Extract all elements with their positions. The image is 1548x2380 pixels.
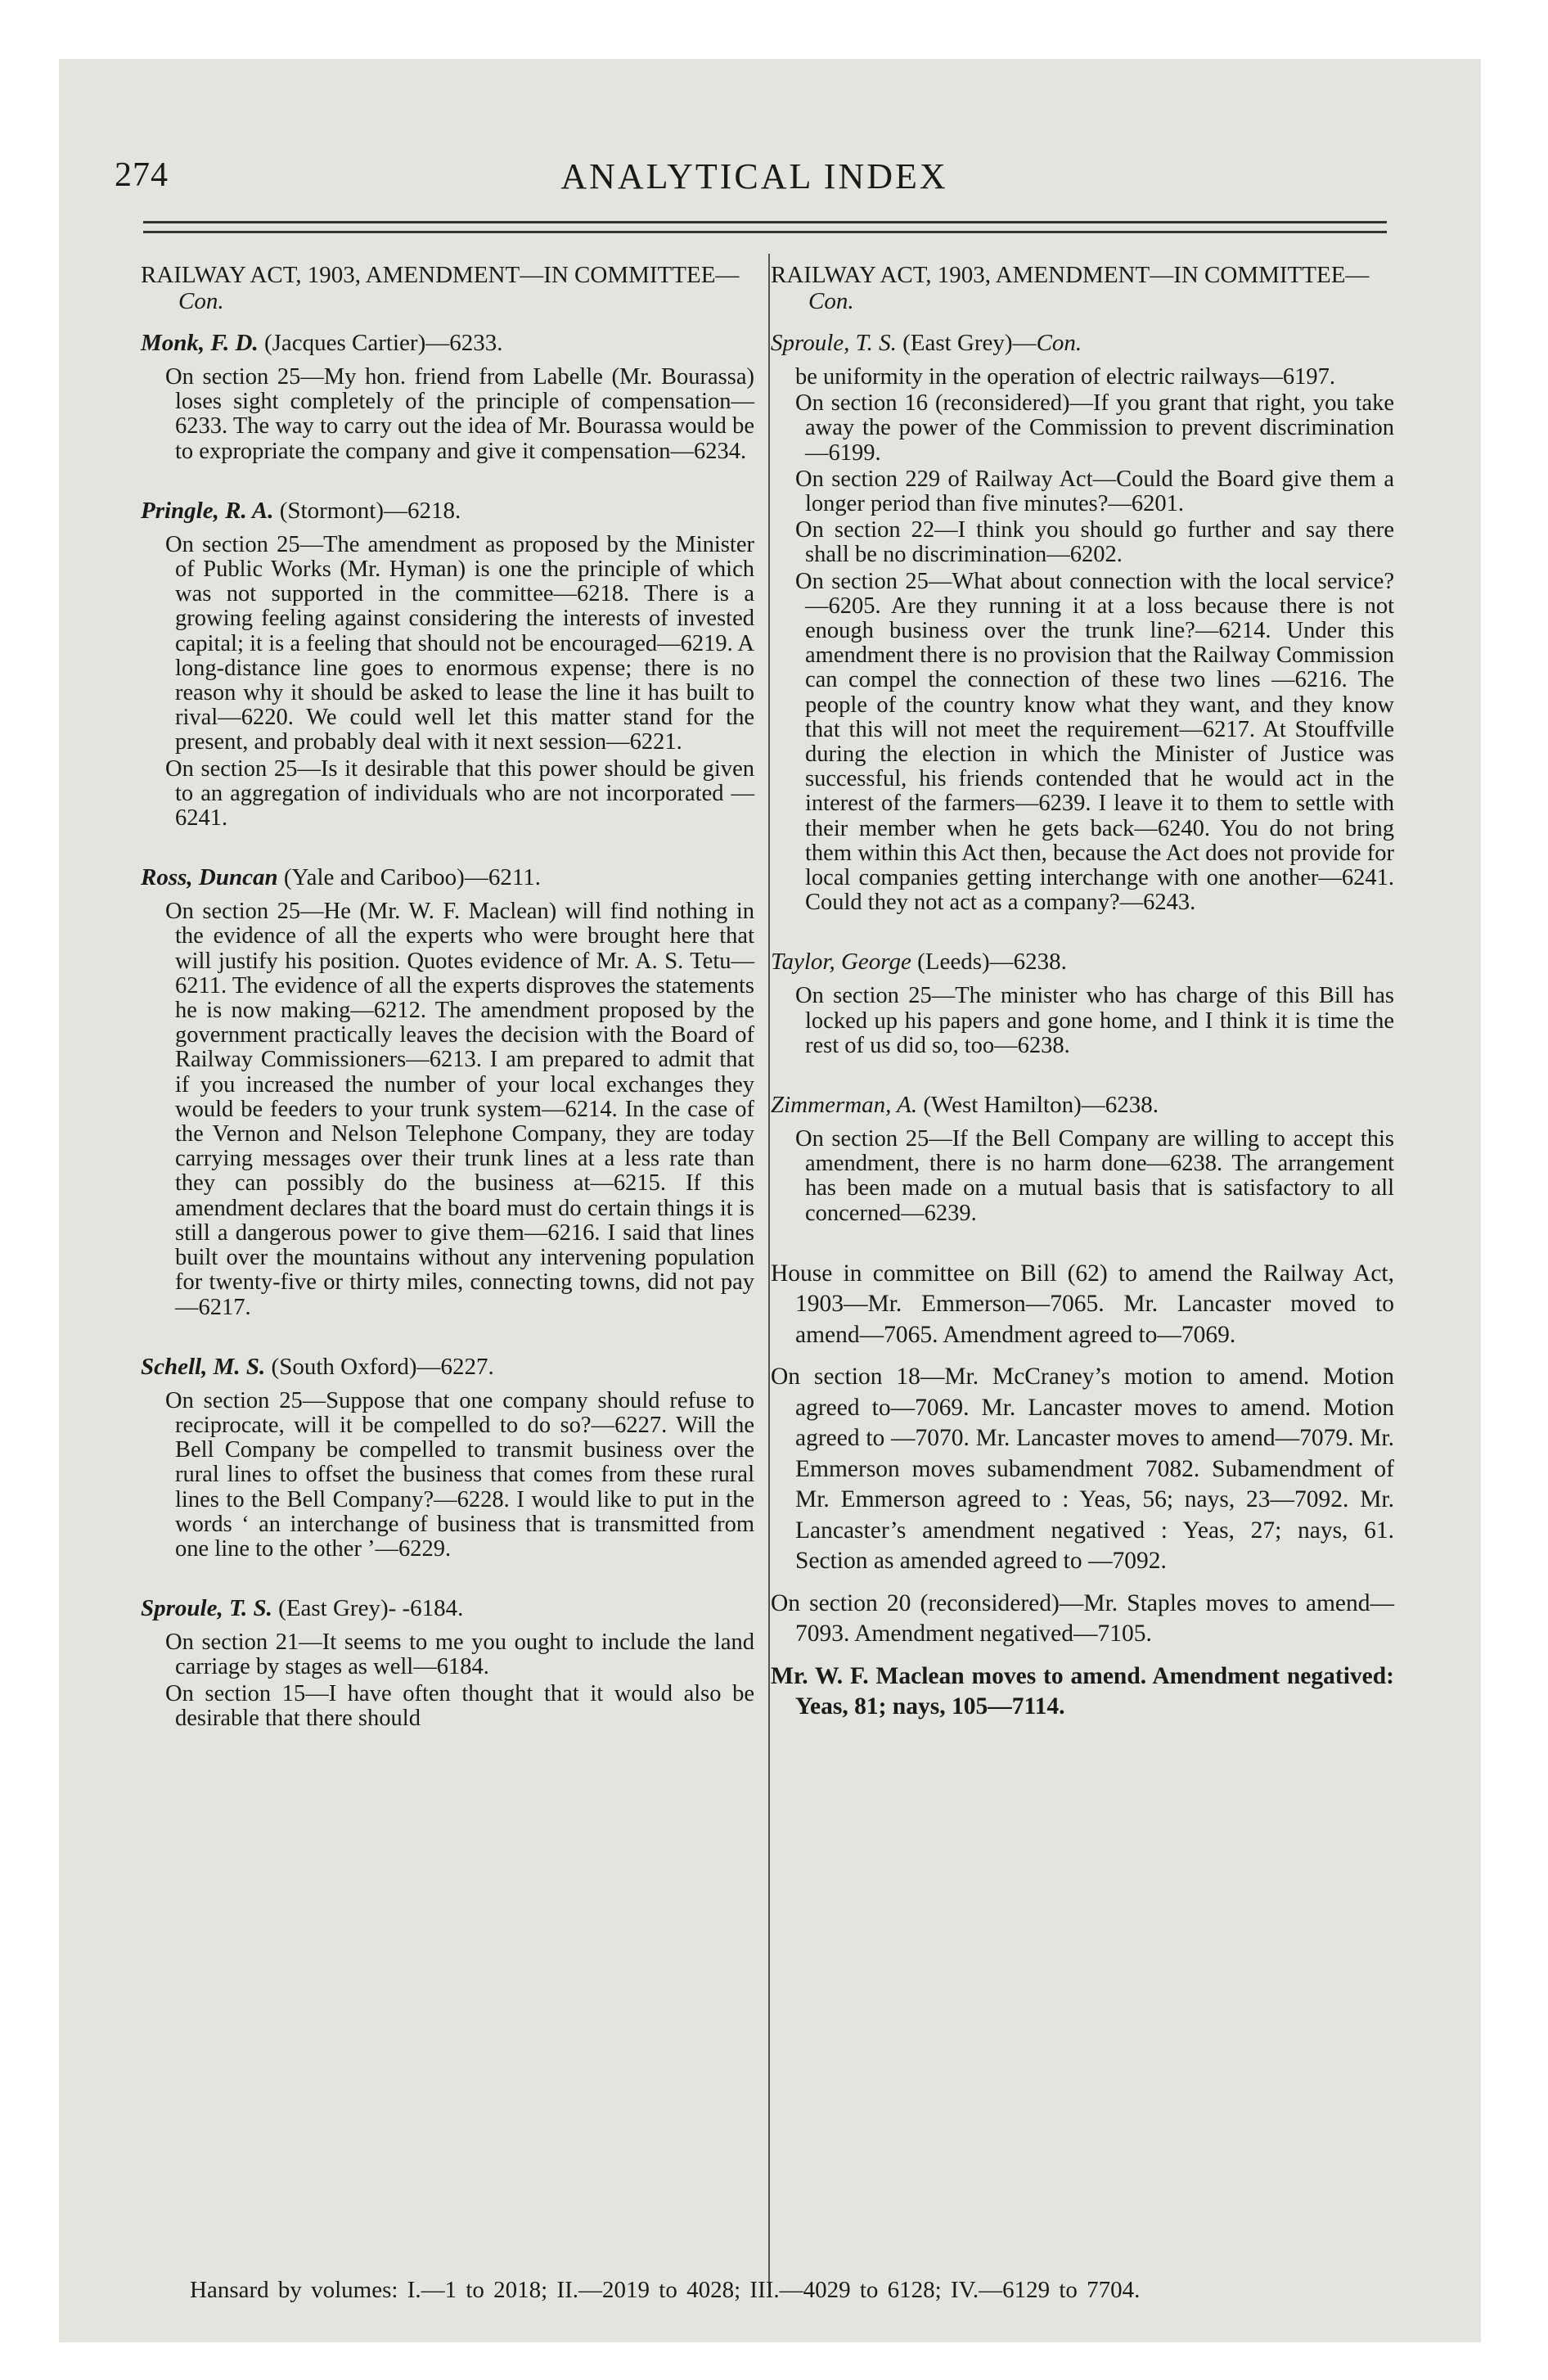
speaker-line bbox=[141, 1353, 754, 1381]
index-entry: On section 25—He (Mr. W. F. Maclean) will find nothing in the evidence of all the experts who were brought here that will justify his position. Quotes evidence of Mr. A. S. Tetu—6211. The evidence of all the experts disproves the statements he is now making—6212. The amendment proposed by the government practically leaves the decision with the Board of Railway Commissioners—6213. I am prepared to admit that if you increased the number of your local exchanges they would be feeders to your trunk system—6214. In the case of the Vernon and Nelson Telephone Company, they are today carrying messages over their trunk lines at a less rate than they can possibly do the business at—6215. If this amendment declares that the board must do certain things it is still a dangerous power to give them—6216. I said that lines built over the mountains without any intervening population for twenty-five or thirty miles, connecting towns, did not pay—6217. bbox=[165, 899, 754, 1320]
speaker-riding: (Yale and Cariboo)—6211. bbox=[277, 864, 542, 891]
speaker-line bbox=[141, 497, 754, 525]
speaker-riding: (Jacques Cartier)—6233. bbox=[258, 330, 503, 356]
running-title: ANALYTICAL INDEX bbox=[560, 156, 948, 196]
index-entry: be uniformity in the operation of electric railways—6197. bbox=[795, 364, 1336, 390]
column-heading bbox=[141, 262, 754, 314]
speaker-riding: (East Grey)— bbox=[896, 330, 1037, 356]
heading-con: Con. bbox=[178, 288, 224, 314]
speaker-line bbox=[141, 1594, 754, 1622]
speaker-name: Ross, Duncan bbox=[141, 864, 278, 891]
column-divider bbox=[768, 254, 770, 2283]
heading-con: Con. bbox=[808, 288, 854, 314]
index-entry: On section 16 (reconsidered)—If you grant that right, you take away the power of the Commission to prevent discrimination —6199. bbox=[795, 390, 1394, 466]
speaker-riding: (West Hamilton)—6238. bbox=[917, 1092, 1159, 1119]
index-entry: On section 25—The minister who has charge of this Bill has locked up his papers and gone home, and I think it is time the rest of us did so, too—6238. bbox=[795, 983, 1394, 1058]
speaker-group bbox=[141, 497, 754, 831]
index-entry: On section 15—I have often thought that it would also be desirable that there should bbox=[165, 1680, 754, 1731]
speaker-con: Con. bbox=[1036, 330, 1082, 356]
index-entry: On section 21—It seems to me you ought to include the land carriage by stages as well—6184. bbox=[165, 1629, 754, 1680]
speaker-group bbox=[141, 1353, 754, 1562]
speaker-group bbox=[771, 948, 1394, 1058]
speaker-group bbox=[141, 863, 754, 1319]
right-column bbox=[771, 262, 1394, 1734]
speaker-name: Schell, M. S. bbox=[141, 1353, 266, 1380]
speaker-name: Zimmerman, A. bbox=[771, 1092, 918, 1119]
speaker-group bbox=[771, 1091, 1394, 1226]
speaker-riding: (South Oxford)—6227. bbox=[265, 1353, 494, 1380]
page-number: 274 bbox=[115, 156, 169, 194]
index-entry: On section 229 of Railway Act—Could the Board give them a longer period than five minutes?—6201. bbox=[795, 466, 1394, 517]
index-entry: On section 22—I think you should go further and say there shall be no discrimination—6202. bbox=[795, 517, 1394, 568]
column-heading bbox=[771, 262, 1394, 314]
heading-text: RAILWAY ACT, 1903, AMENDMENT—IN COMMITTEE— bbox=[141, 262, 740, 288]
proceeding-entry: House in committee on Bill (62) to amend the Railway Act, 1903—Mr. Emmerson—7065. Mr. Lancaster moved to amend—7065. Amendment agreed to—7069. bbox=[771, 1260, 1394, 1348]
speaker-name: Taylor, George bbox=[771, 949, 911, 976]
speaker-riding: (Leeds)—6238. bbox=[911, 949, 1067, 976]
speaker-line bbox=[141, 863, 754, 891]
proceeding-entry: On section 20 (reconsidered)—Mr. Staples moves to amend—7093. Amendment negatived—7105. bbox=[771, 1589, 1394, 1648]
heading-text: RAILWAY ACT, 1903, AMENDMENT—IN COMMITTEE— bbox=[771, 262, 1370, 288]
speaker-group bbox=[141, 1594, 754, 1731]
header-rule bbox=[143, 231, 1387, 233]
proceeding-entry: Mr. W. F. Maclean moves to amend. Amendment negatived: Yeas, 81; nays, 105—7114. bbox=[771, 1662, 1394, 1720]
header-rule bbox=[143, 221, 1387, 223]
speaker-line bbox=[141, 329, 754, 357]
proceeding-entry: On section 18—Mr. McCraney’s motion to amend. Motion agreed to—7069. Mr. Lancaster moves to amend. Motion agreed to —7070. Mr. Lancaster moves to amend—7079. Mr. Emmerson moves subamendment 7082. Subamendment of Mr. Emmerson agreed to : Yeas, 56; nays, 23—7092. Mr. Lancaster’s amendment negatived : Yeas, 27; nays, 61. Section as amended agreed to —7092. bbox=[771, 1364, 1394, 1575]
index-entry: On section 25—My hon. friend from Labelle (Mr. Bourassa) loses sight completely of the principle of compensation—6233. The way to carry out the idea of Mr. Bourassa would be to expropriate the company and give it compensation—6234. bbox=[165, 364, 754, 464]
index-entry: On section 25—Is it desirable that this power should be given to an aggregation of individuals who are not incorporated —6241. bbox=[165, 755, 754, 832]
speaker-name: Monk, F. D. bbox=[141, 330, 259, 356]
speaker-name: Sproule, T. S. bbox=[771, 330, 897, 356]
index-entry: On section 25—What about connection with the local service?—6205. Are they running it at a loss because there is not enough business over the trunk line?—6214. Under this amendment there is no provision that the Railway Commission can compel the connection of these two lines —6216. The people of the country know what they want, and they know that this will not meet the requirement—6217. At Stouffville during the election in which the Minister of Justice was successful, his friends contended that he would act in the interest of the farmers—6239. I leave it to them to settle with their member when he gets back—6240. You do not bring them within this Act then, because the Act does not provide for local companies getting interchange with one another—6241. Could they not act as a company?—6243. bbox=[795, 568, 1394, 916]
left-column bbox=[141, 262, 754, 1764]
speaker-riding: (East Grey)- -6184. bbox=[272, 1595, 464, 1622]
page-footer: Hansard by volumes: I.—1 to 2018; II.—2019 to 4028; III.—4029 to 6128; IV.—6129 to 7704. bbox=[190, 2277, 1141, 2303]
speaker-name: Pringle, R. A. bbox=[141, 497, 274, 524]
speaker-line bbox=[771, 948, 1394, 976]
index-entry: On section 25—Suppose that one company should refuse to reciprocate, will it be compelled to do so?—6227. Will the Bell Company be compelled to transmit business over the rural lines to offset the business that comes from these rural lines to the Bell Company?—6228. I would like to put in the words ‘ an interchange of business that is transmitted from one line to the other ’—6229. bbox=[165, 1387, 754, 1562]
speaker-group bbox=[141, 329, 754, 464]
speaker-line bbox=[771, 1091, 1394, 1119]
speaker-group bbox=[771, 329, 1394, 915]
speaker-line bbox=[771, 329, 1394, 357]
page-header bbox=[115, 156, 1394, 205]
index-entry: On section 25—The amendment as proposed by the Minister of Public Works (Mr. Hyman) is one the principle of which was not supported in the committee—6218. There is a growing feeling against considering the interests of invested capital; it is a feeling that should not be encouraged—6219. A long-distance line goes to enormous expense; there is no reason why it should be asked to lease the line it has built to rival—6220. We could well let this matter stand for the present, and probably deal with it next session—6221. bbox=[165, 531, 754, 755]
speaker-riding: (Stormont)—6218. bbox=[273, 497, 461, 524]
index-entry: On section 25—If the Bell Company are willing to accept this amendment, there is no harm done—6238. The arrangement has been made on a mutual basis that is satisfactory to all concerned—6239. bbox=[795, 1126, 1394, 1226]
speaker-name: Sproule, T. S. bbox=[141, 1595, 272, 1622]
